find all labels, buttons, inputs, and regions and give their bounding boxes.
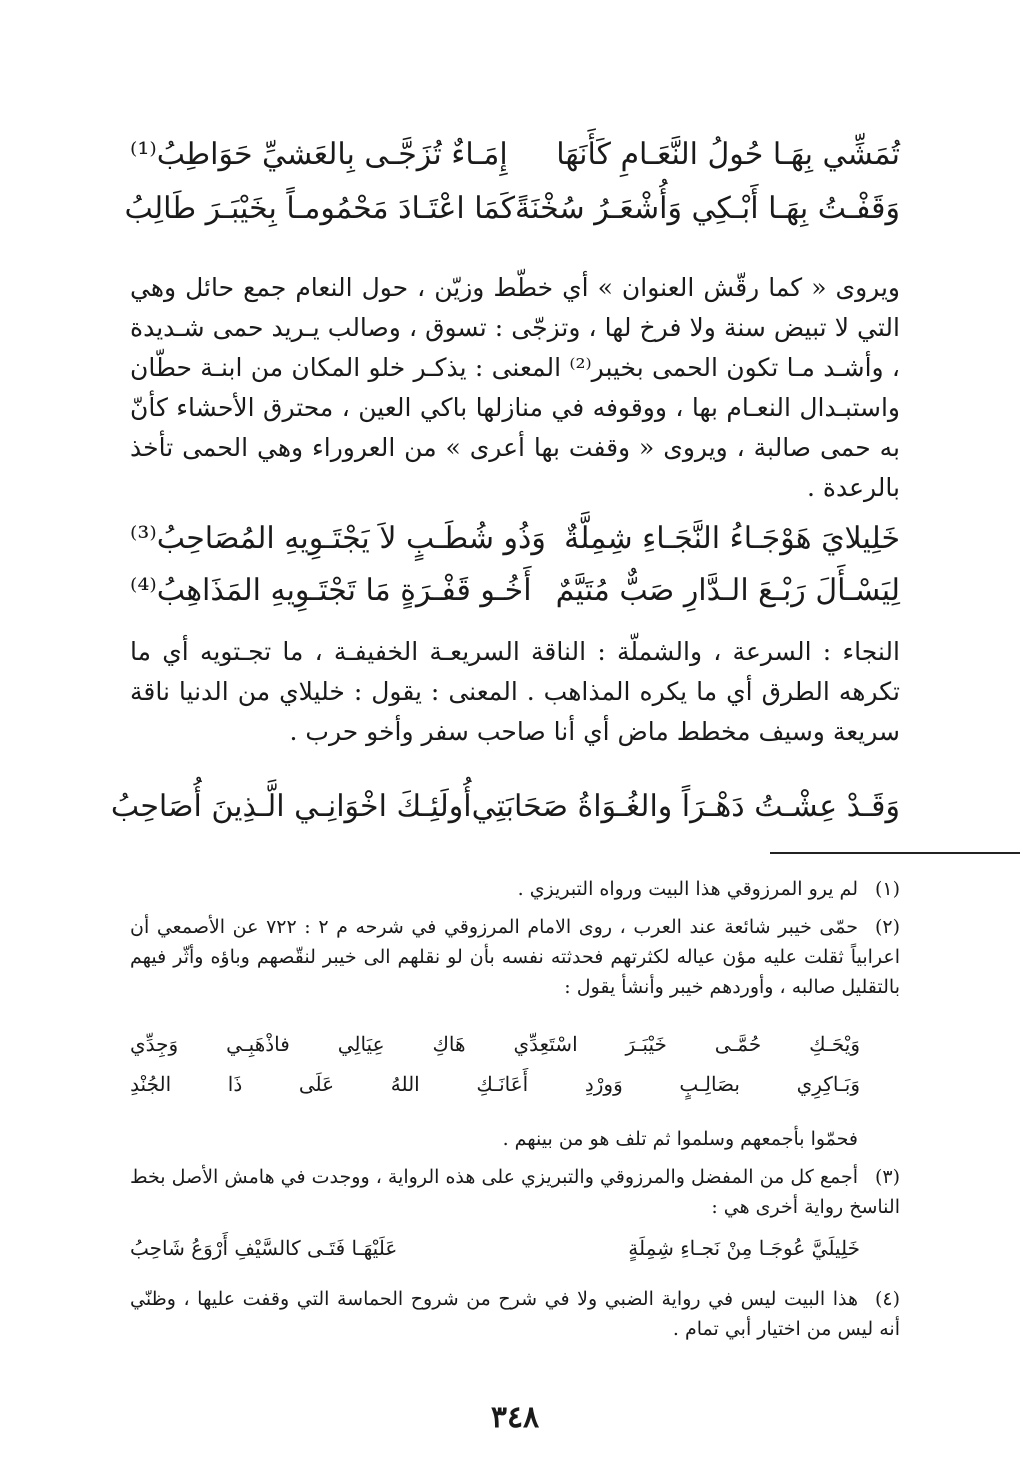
verse-3-first-hemistich: خَلِيلايَ هَوْجَـاءُ النَّجَـاءِ شِمِلَّةٌ bbox=[564, 520, 900, 556]
verse-word: وَيْحَـكِ bbox=[809, 1032, 860, 1056]
footnote-text: هذا البيت ليس في رواية الضبي ولا في شرح من شروح الحماسة التي وقفت عليها ، وظنّي أنه ليس من اختيار أبي تمام . bbox=[130, 1288, 900, 1340]
verse-4-first-hemistich: لِيَسْـأَلَ رَبْـعَ الـدَّارِ صَبٌّ مُتَيَّمٌ bbox=[555, 572, 900, 608]
verse-word: وَبَـاكِرِي bbox=[796, 1072, 860, 1096]
verse-1 bbox=[130, 130, 900, 178]
footnote-2-verse-a bbox=[130, 1032, 860, 1062]
verse-word: الجُنْدِ bbox=[130, 1072, 172, 1096]
verse-5-second-hemistich: أُولَئِـكَ اخْوَانِـي الَّـذِينَ أُصَاحِبُ bbox=[110, 788, 472, 824]
footnote-text: حمّى خيبر شائعة عند العرب ، روى الامام المرزوقي في شرحه م ٢ : ٧٢٢ عن الأصمعي أن اعرابياً ثقلت عليه مؤن عياله لكثرتهم فحدثته نفسه بأن لو نقلهم الى خيبر لنقّصهم وباؤه وأثّر فيهم بالتقليل صالبه ، وأوردهم خيبر وأنشأ يقول : bbox=[130, 916, 900, 998]
footnote-number: (٣) bbox=[874, 1166, 900, 1188]
footnote-number: (١) bbox=[874, 878, 900, 900]
footnote-3-verse bbox=[130, 1236, 860, 1266]
verse-word: ذَا bbox=[227, 1072, 243, 1096]
footnote-text: فحمّوا بأجمعهم وسلموا ثم تلف هو من بينهم . bbox=[502, 1128, 858, 1150]
verse-word: هَاكِ bbox=[432, 1032, 466, 1056]
verse-5 bbox=[110, 782, 900, 830]
commentary-paragraph-1: ويروى « كما رقّش العنوان » أي خطّط وزيّن ، حول النعام جمع حائل وهي التي لا تبيض سنة ولا فرخ لها ، وتزجّى : تسوق ، وصالب يـريد حمى شـديدة ، وأشـد مـا تكون الحمى بخيبر⁽²⁾ المعنى : يذكـر خلو المكان من ابنـة حطّان واستبـدال النعـام بها ، ووقوفه في منازلها باكي العين ، محترق الأحشاء كأنّ به حمى صالبة ، ويروى « وقفت بها أعرى » من العروراء وهي الحمى تأخذ بالرعدة . bbox=[130, 273, 900, 502]
verse-1-second-hemistich: إِمَـاءٌ تُزَجَّـى بِالعَشيِّ حَوَاطِبُ⁽¹⁾ bbox=[130, 136, 508, 172]
verse-word: حُمَّـى bbox=[714, 1032, 762, 1056]
verse-5-first-hemistich: وَقَـدْ عِشْـتُ دَهْـرَاً والغُـوَاةُ صَحَابَتِي bbox=[471, 788, 900, 824]
footnote-number: (٤) bbox=[874, 1288, 900, 1310]
verse-word: اللهُ bbox=[390, 1072, 420, 1096]
verse-word: بصَالِـبٍ bbox=[679, 1072, 740, 1096]
footnote-2-conclusion bbox=[130, 1124, 900, 1154]
footnote-text: لم يرو المرزوقي هذا البيت ورواه التبريزي . bbox=[517, 878, 858, 900]
verse-hemistich: خَلِيلَيَّ عُوجَـا مِنْ نَجـاءِ شِمِلَةٍ bbox=[628, 1236, 860, 1260]
verse-4 bbox=[130, 566, 900, 614]
verse-word: عِيَالِي bbox=[337, 1032, 385, 1056]
footnote-number: (٢) bbox=[874, 916, 901, 938]
footnote-2-verse-b bbox=[130, 1072, 860, 1102]
page bbox=[110, 0, 901, 1477]
verse-word: وَورْدِ bbox=[584, 1072, 623, 1096]
verse-2-second-hemistich: كَمَا اعْتَـادَ مَحْمُومـاً بِخَيْبَـرَ طَالِبُ bbox=[124, 190, 516, 226]
verse-word: أَعَانَـكِ bbox=[476, 1072, 529, 1096]
verse-4-second-hemistich: أَخُـو قَفْـرَةٍ مَا تَجْتَـوِيهِ المَذَاهِبُ⁽⁴⁾ bbox=[130, 572, 532, 608]
footnote-3 bbox=[130, 1162, 900, 1222]
verse-1-first-hemistich: تُمَشِّي بِهَـا حُولُ النَّعَـامِ كَأَنَهَا bbox=[556, 136, 900, 172]
verse-word: وَجِدِّي bbox=[130, 1032, 179, 1056]
verse-2-first-hemistich: وَقَفْـتُ بِهَـا أَبْـكِي وَأُشْعَـرُ سُخْنَةً bbox=[515, 190, 900, 226]
verse-2 bbox=[124, 184, 900, 232]
commentary-paragraph-2: النجاء : السرعة ، والشملّة : الناقة السريعـة الخفيفـة ، ما تجـتويه أي ما تكرهه الطرق أي ما يكره المذاهب . المعنى : يقول : خليلاي من الدنيا ناقة سريعة وسيف مخطط ماض أي أنا صاحب سفر وأخو حرب . bbox=[130, 637, 900, 746]
footnote-text: أجمع كل من المفضل والمرزوقي والتبريزي على هذه الرواية ، ووجدت في هامش الأصل بخط الناسخ رواية أخرى هي : bbox=[130, 1166, 900, 1218]
verse-word: فاذْهَبِـي bbox=[226, 1032, 290, 1056]
verse-3 bbox=[130, 514, 900, 562]
footnote-1 bbox=[130, 874, 900, 904]
footnote-2 bbox=[130, 912, 900, 1002]
footnote-divider bbox=[770, 852, 1020, 854]
footnote-4 bbox=[130, 1284, 900, 1344]
verse-word: خَيْبَـرَ bbox=[625, 1032, 667, 1056]
verse-word: عَلَى bbox=[298, 1072, 335, 1096]
verse-3-second-hemistich: وَذُو شُطَـبٍ لاَ يَجْتَـوِيهِ المُصَاحِبُ⁽³⁾ bbox=[130, 520, 546, 556]
verse-word: اسْتَعِدِّي bbox=[513, 1032, 578, 1056]
verse-hemistich: عَلَيْهَـا فَتَـى كالسَّيْفِ أَرْوَعُ شَاحِبُ bbox=[130, 1236, 398, 1260]
page-number: ٣٤٨ bbox=[490, 1400, 540, 1435]
